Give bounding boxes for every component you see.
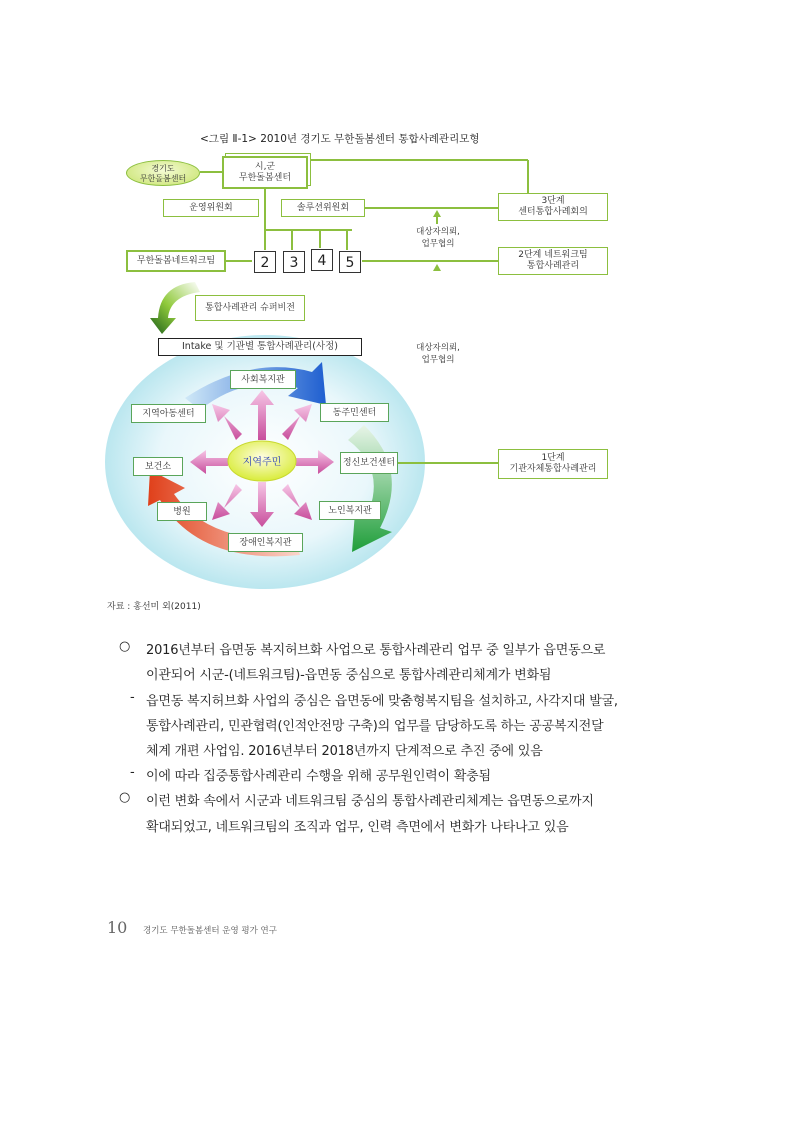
bullet1-line2: 이관되어 시군-(네트워크팀)-읍면동 중심으로 통합사례관리체계가 변화됨	[146, 668, 552, 683]
bullet-marker-1: ○	[119, 639, 131, 654]
bullet1-line1: 2016년부터 읍면동 복지허브화 사업으로 통합사례관리 업무 중 일부가 읍면동으로	[146, 643, 606, 658]
note-lower-line1: 대상자의뢰,	[416, 343, 460, 353]
stage3-line1: 3단계	[541, 196, 565, 207]
note-lower	[408, 342, 468, 366]
node-disabled-welfare: 장애인복지관	[228, 533, 303, 552]
node-social-welfare: 사회복지관	[230, 370, 296, 389]
bullet2-line2: 확대되었고, 네트워크팀의 조직과 업무, 인력 측면에서 변화가 나타나고 있음	[146, 820, 569, 835]
network-team-box: 무한돌봄네트워크팀	[126, 250, 226, 272]
stage3-box	[498, 193, 608, 221]
node-hospital: 병원	[157, 502, 207, 521]
note-lower-line2: 업무협의	[421, 355, 455, 365]
node-health-center: 보건소	[133, 457, 183, 476]
node-senior-welfare: 노인복지관	[319, 501, 381, 520]
note-upper-line1: 대상자의뢰,	[416, 227, 460, 237]
dash-marker-1: -	[130, 690, 135, 705]
dash1-line2: 통합사례관리, 민관협력(인적안전망 구축)의 업무를 담당하도록 하는 공공복지전달	[146, 719, 604, 734]
supervision-arrow	[150, 282, 200, 334]
supervision-box: 통합사례관리 슈퍼비전	[195, 295, 305, 321]
stage1-line1: 1단계	[541, 453, 565, 464]
number-box-2: 2	[254, 251, 276, 273]
solution-committee-box: 솔루션위원회	[281, 199, 365, 217]
stage1-line2: 기관자체통합사례관리	[509, 464, 597, 474]
node-community-center: 동주민센터	[320, 403, 389, 422]
page-number: 10	[107, 918, 128, 937]
gyeonggi-center-oval	[126, 160, 200, 186]
stage2-line1: 2단계 네트워크팀	[518, 250, 588, 261]
intake-box: Intake 및 기관별 통합사례관리(사정)	[158, 338, 362, 356]
bullet-marker-2: ○	[119, 790, 131, 805]
dash2-line1: 이에 따라 집중통합사례관리 수행을 위해 공무원인력이 확충됨	[146, 769, 491, 784]
number-box-4: 4	[311, 249, 333, 271]
running-title: 경기도 무한돌봄센터 운영 평가 연구	[143, 926, 277, 936]
stage2-line2: 통합사례관리	[526, 261, 580, 271]
note-upper-line2: 업무협의	[421, 239, 455, 249]
node-mental-health: 정신보건센터	[340, 452, 398, 474]
figure-source: 자료 : 홍선미 외(2011)	[107, 602, 201, 612]
dash1-line3: 체계 개편 사업임. 2016년부터 2018년까지 단계적으로 추진 중에 있음	[146, 744, 543, 759]
sigun-line1: 시,군	[254, 161, 276, 172]
stage3-line2: 센터통합사례회의	[518, 207, 588, 217]
number-box-3: 3	[283, 251, 305, 273]
bullet2-line1: 이런 변화 속에서 시군과 네트워크팀 중심의 통합사례관리체계는 읍면동으로까지	[146, 794, 594, 809]
dash-marker-2: -	[130, 765, 135, 780]
note-upper	[408, 226, 468, 250]
sigun-line2: 무한돌봄센터	[238, 172, 292, 183]
center-label: 지역주민	[242, 457, 282, 468]
node-community-child: 지역아동센터	[131, 404, 206, 423]
gyeonggi-line2: 무한돌봄센터	[139, 174, 187, 183]
figure-caption: <그림 Ⅱ-1> 2010년 경기도 무한돌봄센터 통합사례관리모형	[200, 133, 480, 145]
stage1-box	[498, 449, 608, 479]
dash1-line1: 읍면동 복지허브화 사업의 중심은 읍면동에 맞춤형복지팀을 설치하고, 사각지대 발굴,	[146, 694, 618, 709]
number-box-5: 5	[339, 251, 361, 273]
sigun-center-box	[222, 156, 308, 189]
stage2-box	[498, 247, 608, 275]
steering-committee-box: 운영위원회	[163, 199, 259, 217]
gyeonggi-line1: 경기도	[151, 164, 175, 173]
